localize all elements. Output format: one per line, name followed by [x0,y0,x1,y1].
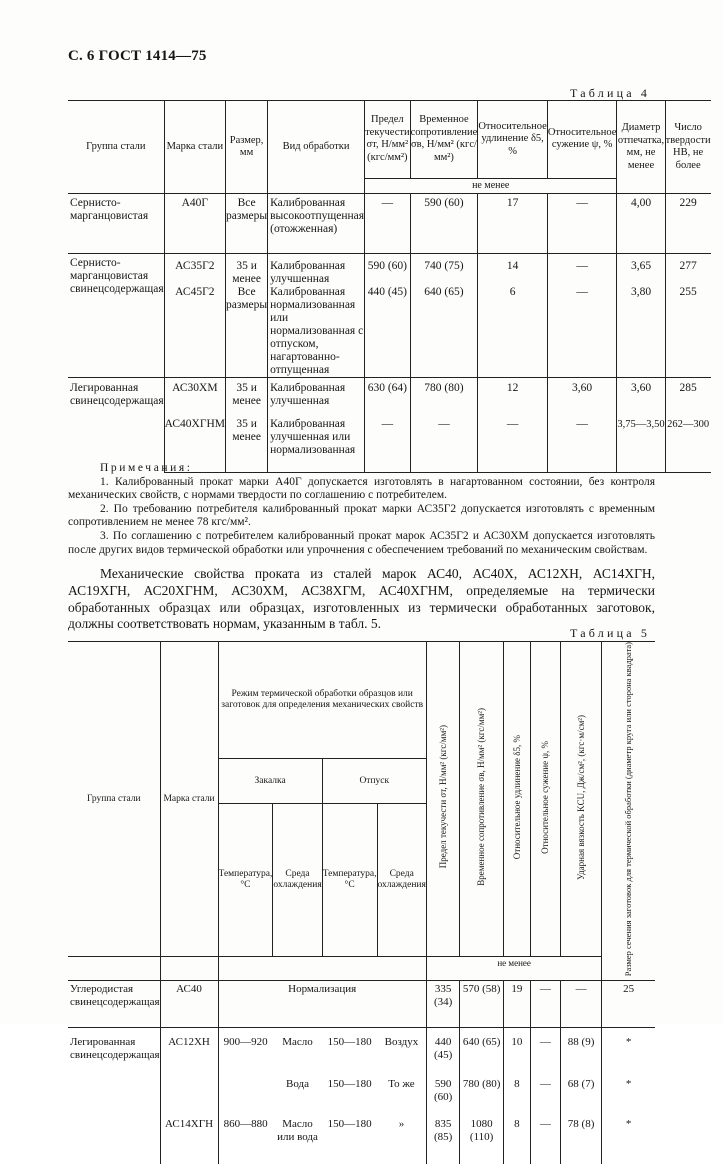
cell-tensile: 1080 (110) [460,1112,503,1164]
cell-impact: 78 (8) [560,1112,601,1164]
cell-temper-medium: То же [388,1078,415,1091]
cell-reduction: — [547,254,617,287]
t5-header-elongation: Относительное удлинение δ5, % [503,642,530,957]
cell-grade: АС40ХГНМ [164,416,225,473]
note-item: 1. Калиброванный прокат марки А40Г допускается изготовлять в нагартованном состоянии, без контроля механических свойств, с нормами твердости по соглашению с потребителем. [68,475,655,502]
t4-header-hardness: Число твердости НВ, не более [665,101,710,194]
cell-yield: 835 (85) [426,1112,460,1164]
t5-not-less: не менее [426,957,601,981]
cell-elongation: 14 [478,254,548,287]
cell-elongation: 19 [503,981,530,1028]
t4-header-treatment: Вид обработки [268,101,365,194]
cell-tensile: 780 (80) [410,378,478,417]
cell-elongation: 8 [503,1074,530,1112]
t4-header-tensile: Временное сопротивление σв, Н/мм² (кгс/мм²) [410,101,478,179]
cell-size: Все размеры [226,194,268,254]
cell-section: 25 [602,981,655,1028]
cell-section: * [602,1074,655,1112]
cell-tensile: 640 (65) [410,286,478,378]
cell-group: Углеродистая свинецсодержащая [70,983,160,1009]
cell-diameter: 3,80 [617,286,665,378]
notes-block [68,462,655,557]
cell-reduction: — [547,286,617,378]
cell-hardness: 285 [665,378,710,417]
t5-header-reduction: Относительное сужение ψ, % [530,642,560,957]
cell-yield: 440 (45) [426,1028,460,1075]
cell-size: 35 и менее [226,378,268,417]
cell-diameter: 4,00 [617,194,665,254]
cell-tensile: 590 (60) [410,194,478,254]
table-row [68,286,711,378]
cell-diameter: 3,75—3,50 [617,416,665,473]
cell-yield: 335 (34) [426,981,460,1028]
t5-header-temper-temp: Температура, °С [322,804,377,957]
note-item: 3. По соглашению с потребителем калиброванный прокат марок АС35Г2 и АС30ХМ допускается изготовлять после других видов термической обработки или упрочнения с обеспечением требований по механическим свойствам. [68,529,655,556]
cell-group: Легированная свинецсодержащая [70,1036,160,1062]
cell-treatment: Калиброванная высокоотпущенная (отожженная) [268,194,365,254]
cell-section: * [602,1028,655,1075]
cell-hardness: 255 [665,286,710,378]
cell-temper-medium: Воздух [384,1036,419,1049]
cell-diameter: 3,60 [617,378,665,417]
cell-treatment: Калиброванная улучшенная [268,254,365,287]
table-row [68,254,711,287]
page-header: С. 6 ГОСТ 1414—75 [68,48,207,64]
cell-group: Сернисто-марганцовистая [68,194,164,254]
cell-grade: АС12ХН [160,1028,218,1075]
t5-header-yield: Предел текучести σт, Н/мм² (кгс/мм²) [426,642,460,957]
cell-tensile: 740 (75) [410,254,478,287]
cell-treatment: Калиброванная улучшенная [268,378,365,417]
cell-yield: 590 (60) [365,254,411,287]
cell-reduction: — [530,1028,560,1075]
t4-header-size: Размер, мм [226,101,268,194]
cell-quench-medium: Вода [286,1078,309,1091]
note-item: 2. По требованию потребителя калиброванный прокат марки АС35Г2 допускается изготовлять с временным сопротивлением не менее 78 кгс/мм². [68,502,655,529]
cell-treatment: Калиброванная нормализованная или нормализованная с отпуском, нагартованно-отпущенная [268,286,365,378]
cell-treatment: Нормализация [218,981,426,1028]
cell-yield: 440 (45) [365,286,411,378]
table5-caption: Таблица 5 [570,626,651,640]
cell-size: 35 и менее [226,416,268,473]
cell-grade: АС40 [160,981,218,1028]
cell-elongation: 10 [503,1028,530,1075]
body-paragraph [68,566,655,633]
t4-header-grade: Марка стали [164,101,225,194]
cell-reduction: — [547,416,617,473]
cell-tensile: 640 (65) [460,1028,503,1075]
cell-grade: АС35Г2 [164,254,225,287]
paragraph-text: Механические свойства проката из сталей марок АС40, АС40Х, АС12ХН, АС14ХГН, АС19ХГН, АС20ХГНМ, АС30ХМ, АС38ХГМ, АС40ХГНМ, определяемые на термически обработанных образцах или образцах, изготовленных из термически обработанных заготовок, должны соответствовать нормам, указанным в табл. 5. [68,566,655,632]
table4-caption: Таблица 4 [570,86,651,100]
cell-reduction: — [530,1074,560,1112]
cell-temper-temp: 150—180 [327,1036,372,1049]
cell-size: 35 и менее [226,254,268,287]
cell-tensile: 780 (80) [460,1074,503,1112]
cell-temper-medium: » [398,1118,405,1131]
table-row [68,378,711,417]
t4-header-diameter: Диаметр отпечатка, мм, не менее [617,101,665,194]
t4-header-group: Группа стали [86,140,146,152]
t5-header-temper: Отпуск [322,759,426,804]
table-row [68,1028,655,1075]
cell-temper-temp: 150—180 [327,1078,372,1091]
cell-grade: АС14ХГН [160,1112,218,1164]
t5-header-group: Группа стали [68,642,160,957]
t4-not-less: не менее [365,178,617,193]
cell-impact: 88 (9) [560,1028,601,1075]
cell-elongation: — [478,416,548,473]
t5-header-mode: Режим термической обработки образцов или заготовок для определения механических свойств [218,642,426,759]
cell-quench-medium: Масло [282,1036,313,1049]
cell-reduction: — [530,1112,560,1164]
cell-reduction: — [530,981,560,1028]
cell-reduction: — [547,194,617,254]
cell-grade: А40Г [164,194,225,254]
cell-group: Сернисто-марганцовистая свинецсодержащая [68,254,164,378]
t5-header-tensile: Временное сопротивление σв, Н/мм² (кгс/мм²) [460,642,503,957]
cell-tensile: — [410,416,478,473]
cell-quench-temp: 860—880 [218,1112,273,1164]
t5-header-impact: Ударная вязкость KCU, Дж/см², (кгс·м/см²) [560,642,601,957]
table-5 [68,641,655,1164]
cell-grade: АС30ХМ [164,378,225,417]
cell-quench-medium: Масло или вода [277,1118,318,1144]
cell-temper-temp: 150—180 [327,1118,372,1131]
cell-section: * [602,1112,655,1164]
cell-impact: 68 (7) [560,1074,601,1112]
cell-impact: — [560,981,601,1028]
cell-hardness: 262—300 [665,416,710,473]
cell-yield: 630 (64) [365,378,411,417]
cell-group: Легированная свинецсодержащая [68,378,164,473]
cell-hardness: 277 [665,254,710,287]
t5-header-grade: Марка стали [160,642,218,957]
table-row [68,981,655,1028]
t5-header-quench: Закалка [218,759,322,804]
cell-yield: 590 (60) [426,1074,460,1112]
t4-header-reduction: Относительное сужение ψ, % [547,101,617,179]
notes-title: Примечания: [100,462,193,474]
t4-header-elongation: Относительное удлинение δ5, % [478,101,548,179]
t5-header-quench-medium: Среда охлаждения [273,804,322,957]
cell-yield: — [365,194,411,254]
t5-header-section: Размер сечения заготовок для термической обработки (диаметр круга или сторона квадрата) [602,642,655,981]
t5-header-quench-temp: Температура, °С [218,804,273,957]
table-row [68,194,711,254]
cell-quench-temp: 900—920 [218,1028,273,1075]
cell-hardness: 229 [665,194,710,254]
cell-elongation: 8 [503,1112,530,1164]
cell-elongation: 12 [478,378,548,417]
cell-size: Все размеры [226,286,268,378]
cell-elongation: 17 [478,194,548,254]
cell-elongation: 6 [478,286,548,378]
cell-tensile: 570 (58) [460,981,503,1028]
table-4 [68,100,711,473]
cell-grade: АС45Г2 [164,286,225,378]
cell-treatment: Калиброванная улучшенная или нормализованная [268,416,365,473]
cell-diameter: 3,65 [617,254,665,287]
t5-header-temper-medium: Среда охлаждения [377,804,426,957]
t4-header-yield: Предел текучести σт, Н/мм² (кгс/мм²) [365,101,411,179]
cell-reduction: 3,60 [547,378,617,417]
cell-yield: — [365,416,411,473]
